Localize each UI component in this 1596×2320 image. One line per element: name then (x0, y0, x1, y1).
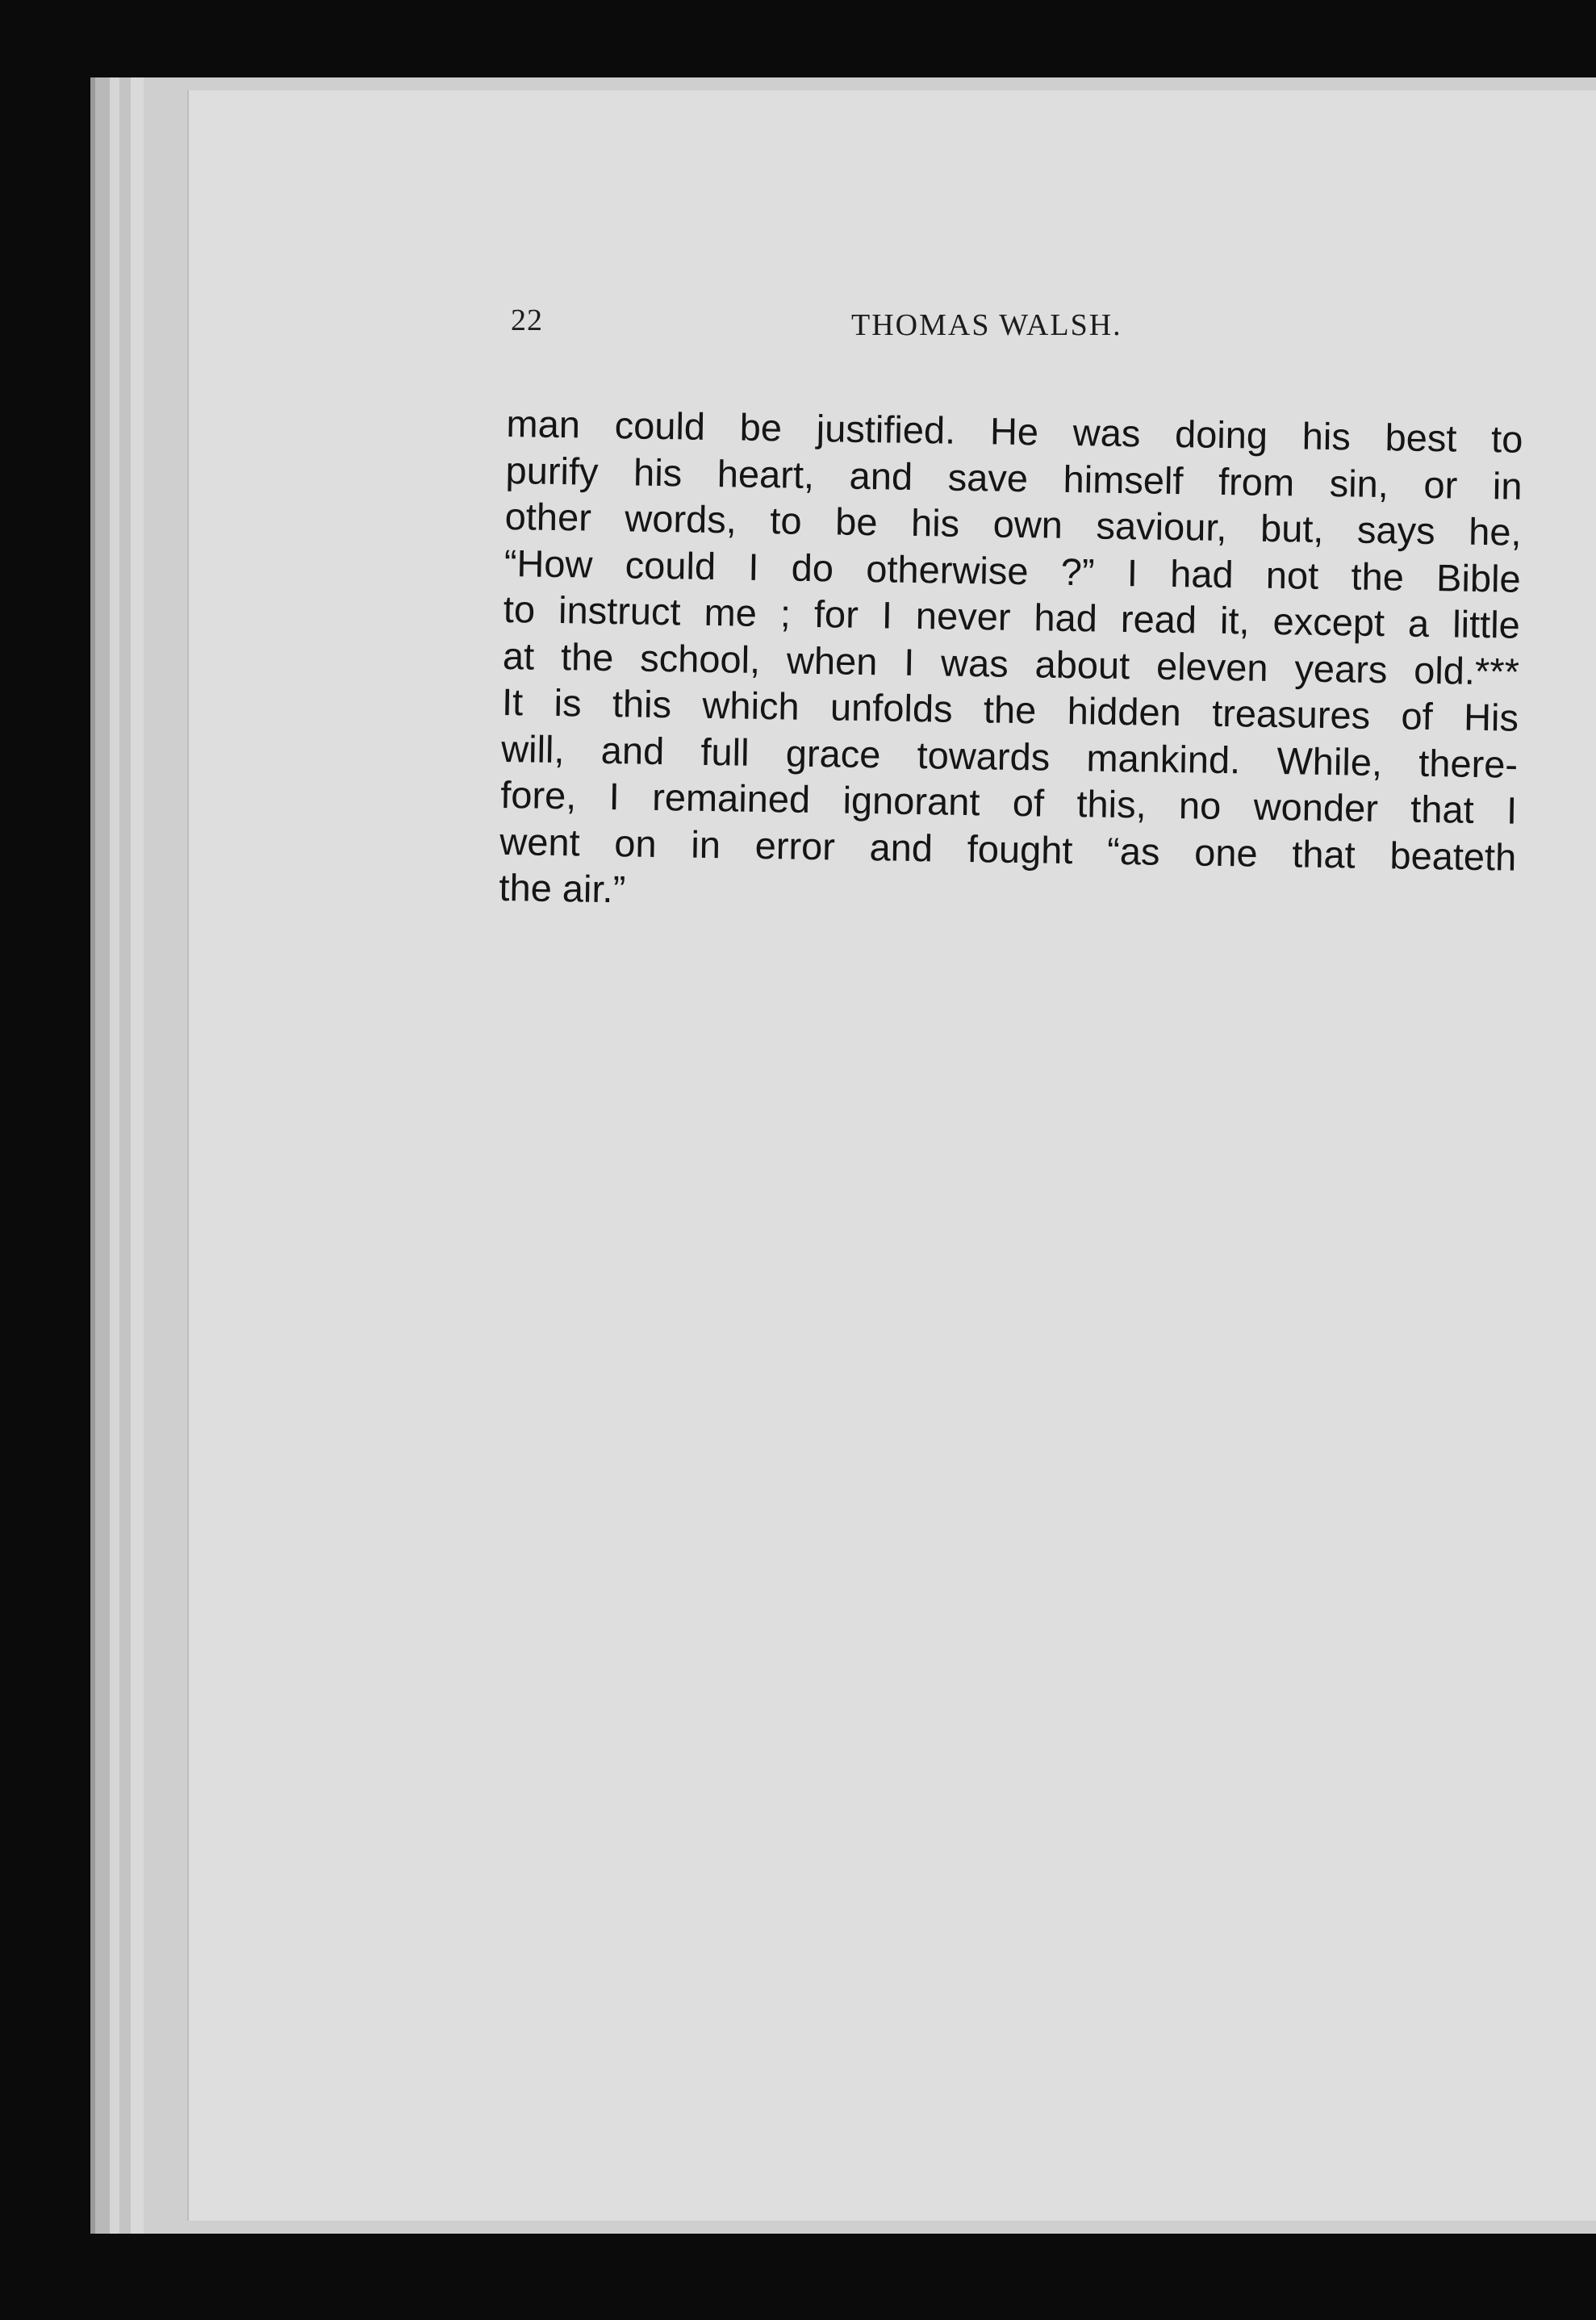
text-line: to instruct me ; for I never had read it, except a little (503, 587, 1521, 646)
text-line: the air.” (499, 865, 626, 911)
text-line: purify his heart, and save himself from sin, or in (505, 448, 1523, 508)
text-line: “How could I do otherwise ?” I had not the Bible (503, 541, 1522, 600)
running-head (327, 303, 1182, 351)
body-text (499, 400, 1523, 926)
text-line: will, and full grace towards mankind. While, there- (500, 726, 1519, 786)
running-title: THOMAS WALSH. (851, 308, 1122, 342)
text-line: went on in error and fought “as one that beateth (499, 819, 1517, 879)
text-line: other words, to be his own saviour, but, says he, (504, 494, 1523, 554)
text-line: fore, I remained ignorant of this, no wonder that I (499, 772, 1518, 832)
text-line: It is this which unfolds the hidden treasures of His (501, 679, 1519, 739)
page-number: 22 (511, 303, 543, 337)
text-line: man could be justified. He was doing his best to (506, 401, 1523, 461)
text-line: at the school, when I was about eleven years old.*** (502, 633, 1520, 693)
